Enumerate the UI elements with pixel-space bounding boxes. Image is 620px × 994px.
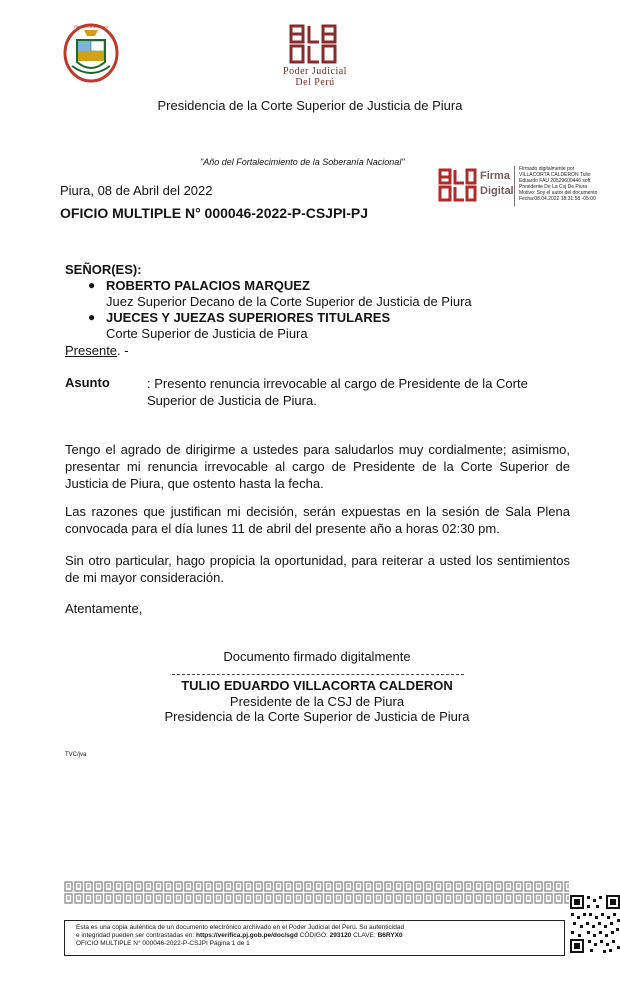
codigo-label: CÓDIGO: bbox=[297, 932, 330, 939]
seal-text: República del Perú bbox=[74, 24, 108, 29]
addressee-name: ROBERTO PALACIOS MARQUEZ bbox=[106, 278, 310, 293]
verification-url[interactable]: https://verifica.pj.gob.pe/doc/sgd bbox=[195, 932, 298, 939]
signer-office: Presidencia de la Corte Superior de Justicia de Piura bbox=[164, 709, 470, 724]
fd-detail-line: Eduardo FAU 20529600446 soft bbox=[519, 178, 591, 184]
signature-line bbox=[172, 674, 464, 675]
addressee-role: Corte Superior de Justicia de Piura bbox=[106, 326, 308, 341]
peru-seal-logo bbox=[62, 22, 120, 84]
bullet-icon: ● bbox=[88, 310, 96, 324]
bullet-icon: ● bbox=[88, 278, 96, 292]
verification-prefix: e integridad pueden ser contrastadas en: bbox=[76, 932, 196, 939]
firma-digital-word2: Digital bbox=[480, 185, 514, 197]
addressee-role: Juez Superior Decano de la Corte Superior de Justicia de Piura bbox=[106, 294, 472, 309]
verification-line2 bbox=[76, 932, 556, 940]
clave-value: B6RYX0 bbox=[377, 932, 403, 939]
signed-note: Documento firmado digitalmente bbox=[223, 649, 411, 664]
codigo-value: 293120 bbox=[329, 932, 352, 939]
firma-digital-word1: Firma bbox=[480, 170, 510, 182]
verification-line1: Esta es una copia auténtica de un documento electrónico archivado en el Poder Judicial del Perú. Su autenticidad bbox=[76, 924, 405, 931]
presidency-header: Presidencia de la Corte Superior de Justicia de Piura bbox=[157, 98, 463, 113]
closing: Atentamente, bbox=[65, 601, 143, 616]
fd-detail-line: Fecha:08.04.2022 18:31:58 -05:00 bbox=[519, 196, 596, 202]
verification-line3: OFICIO MULTIPLE N° 000046-2022-P-CSJPI Página 1 de 1 bbox=[76, 940, 250, 947]
pj-logo-text bbox=[255, 66, 375, 88]
asunto-label: Asunto bbox=[65, 375, 110, 390]
firma-digital-separator bbox=[514, 166, 515, 206]
initials: TVC/jva bbox=[65, 752, 87, 758]
body-paragraph: Sin otro particular, hago propicia la oportunidad, para reiterar a usted los sentimientos de mi mayor consideración. bbox=[65, 553, 570, 585]
oficio-title: OFICIO MULTIPLE N° 000046-2022-P-CSJPI-PJ bbox=[60, 205, 368, 221]
pj-logo-line2: Del Perú bbox=[295, 77, 335, 88]
presente-suffix: . - bbox=[117, 343, 129, 358]
asunto-text: : Presento renuncia irrevocable al cargo de Presidente de la Corte Superior de Justicia de Piura. bbox=[147, 376, 528, 408]
pj-pattern-strip bbox=[64, 881, 569, 905]
firma-digital-logo bbox=[437, 168, 477, 202]
verification-text bbox=[76, 924, 556, 948]
body-paragraph: Tengo el agrado de dirigirme a ustedes para saludarlos muy cordialmente; asimismo, presentar mi renuncia irrevocable al cargo de Presidente de la Corte Superior de Justicia de Piura, que ostento hasta la fecha. bbox=[65, 442, 570, 491]
pj-logo-line1: Poder Judicial bbox=[283, 66, 347, 77]
signer-role: Presidente de la CSJ de Piura bbox=[229, 694, 405, 709]
signer-name: TULIO EDUARDO VILLACORTA CALDERON bbox=[181, 678, 453, 693]
addressee-heading: SEÑOR(ES): bbox=[65, 262, 142, 277]
fd-detail-line: VILLACORTA CALDERON Tulio bbox=[519, 172, 591, 178]
fd-detail-line: Presidente De La Csj De Piura bbox=[519, 184, 588, 190]
fd-detail-line: Motivo: Soy el autor del documento bbox=[519, 190, 598, 196]
clave-label: CLAVE: bbox=[351, 932, 378, 939]
year-motto: "Año del Fortalecimiento de la Soberanía Nacional" bbox=[200, 157, 405, 167]
place-date: Piura, 08 de Abril del 2022 bbox=[60, 183, 213, 198]
fd-detail-line: Firmado digitalmente por bbox=[519, 166, 575, 172]
qr-code-icon bbox=[569, 893, 620, 955]
addressee-name: JUECES Y JUEZAS SUPERIORES TITULARES bbox=[106, 310, 391, 325]
presente bbox=[65, 343, 129, 358]
presente-word: Presente bbox=[65, 343, 118, 358]
body-paragraph: Las razones que justifican mi decisión, serán expuestas en la sesión de Sala Plena convocada para el día lunes 11 de abril del presente año a horas 02:30 pm. bbox=[65, 504, 570, 536]
firma-digital-details bbox=[519, 166, 619, 202]
